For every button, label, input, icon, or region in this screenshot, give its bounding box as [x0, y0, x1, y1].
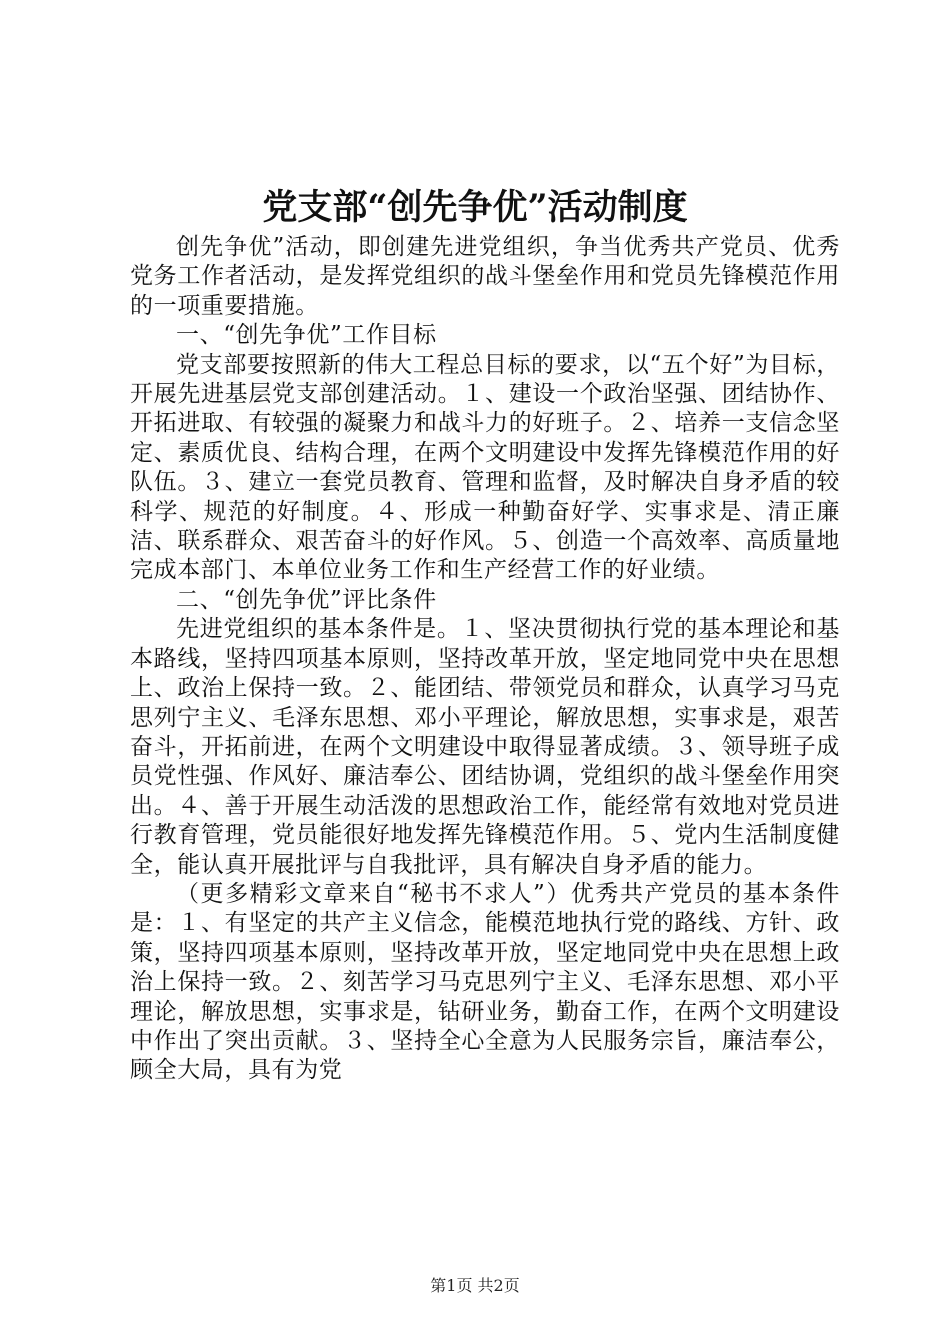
criteria-paragraph-member: （更多精彩文章来自“秘书不求人”）优秀共产党员的基本条件是：１、有坚定的共产主义信念，能模范地执行党的路线、方针、政策，坚持四项基本原则，坚持改革开放，坚定地同党中央在思想上政治上保持一致。２、刻苦学习马克思列宁主义、毛泽东思想、邓小平理论，解放思想，实事求是，钻研业务，勤奋工作，在两个文明建设中作出了突出贡献。３、坚持全心全意为人民服务宗旨，廉洁奉公，顾全大局，具有为党 [130, 880, 840, 1084]
criteria-paragraph-organization: 先进党组织的基本条件是。１、坚决贯彻执行党的基本理论和基本路线，坚持四项基本原则，坚持改革开放，坚定地同党中央在思想上、政治上保持一致。２、能团结、带领党员和群众，认真学习马克思列宁主义、毛泽东思想、邓小平理论，解放思想，实事求是，艰苦奋斗，开拓前进，在两个文明建设中取得显著成绩。３、领导班子成员党性强、作风好、廉洁奉公、团结协调，党组织的战斗堡垒作用突出。４、善于开展生动活泼的思想政治工作，能经常有效地对党员进行教育管理，党员能很好地发挥先锋模范作用。５、党内生活制度健全，能认真开展批评与自我批评，具有解决自身矛盾的能力。 [130, 616, 840, 878]
goals-paragraph: 党支部要按照新的伟大工程总目标的要求，以“五个好”为目标，开展先进基层党支部创建活动。１、建设一个政治坚强、团结协作、开拓进取、有较强的凝聚力和战斗力的好班子。２、培养一支信念坚定、素质优良、结构合理，在两个文明建设中发挥先锋模范作用的好队伍。３、建立一套党员教育、管理和监督，及时解决自身矛盾的较科学、规范的好制度。４、形成一种勤奋好学、实事求是、清正廉洁、联系群众、艰苦奋斗的好作风。５、创造一个高效率、高质量地完成本部门、本单位业务工作和生产经营工作的好业绩。 [130, 351, 840, 584]
intro-paragraph: 创先争优”活动，即创建先进党组织，争当优秀共产党员、优秀党务工作者活动，是发挥党组织的战斗堡垒作用和党员先锋模范作用的一项重要措施。 [130, 234, 840, 319]
document-title: 党支部“创先争优”活动制度 [262, 187, 688, 228]
page-number-footer: 第1页 共2页 [430, 1276, 520, 1295]
section-heading-criteria: 二、“创先争优”评比条件 [176, 586, 437, 613]
document-body [130, 233, 840, 1086]
section-heading-goals: 一、“创先争优”工作目标 [176, 322, 437, 349]
